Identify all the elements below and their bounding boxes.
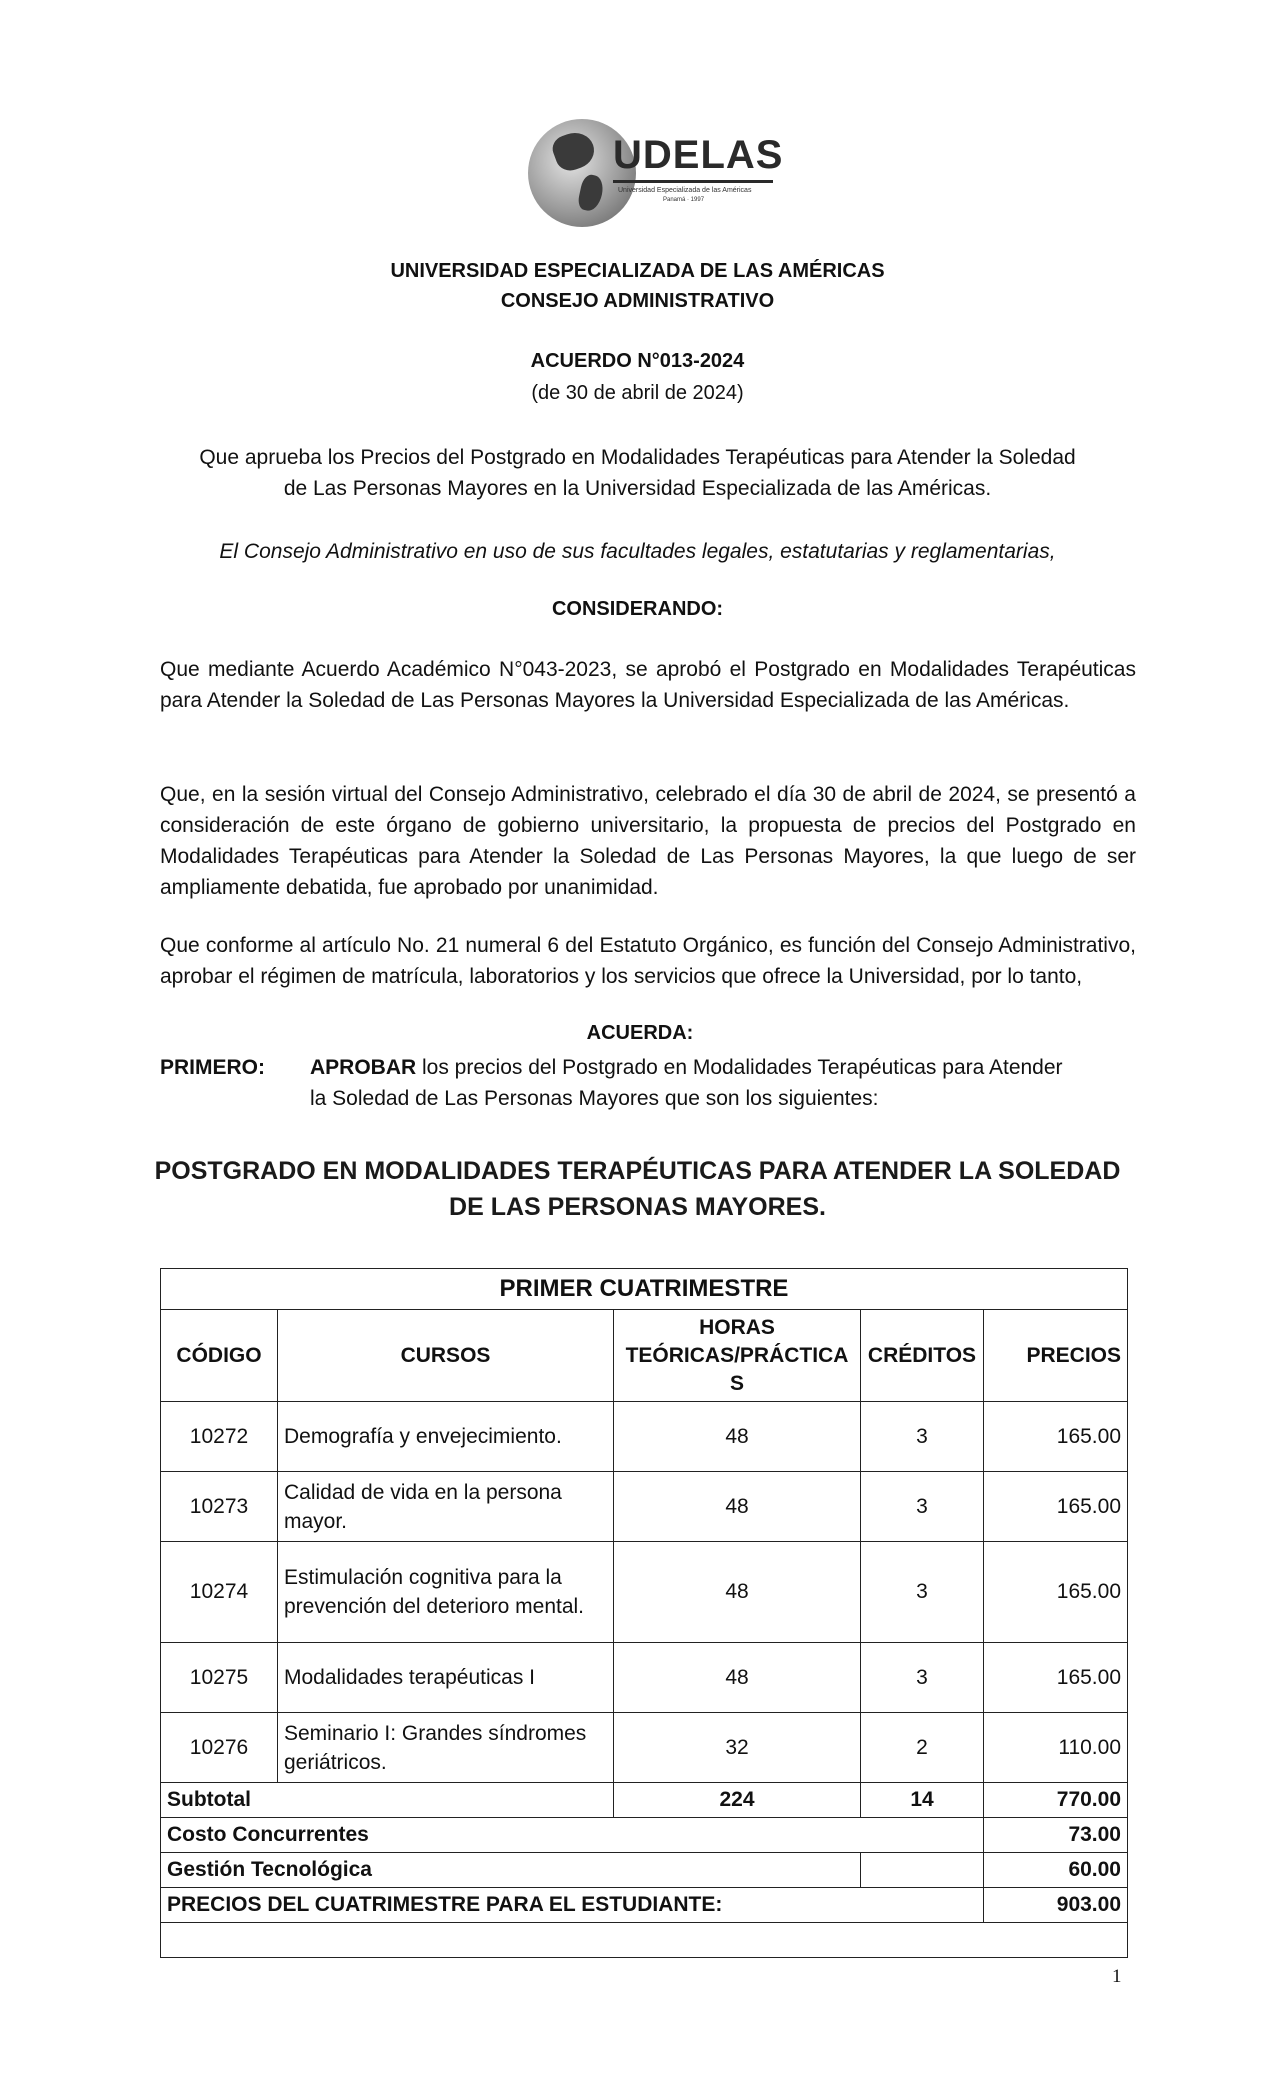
header-hours: HORAS TEÓRICAS/PRÁCTICA S xyxy=(614,1310,861,1402)
header-code: CÓDIGO xyxy=(161,1310,278,1402)
table-header-row xyxy=(161,1310,1128,1402)
header-credits: CRÉDITOS xyxy=(861,1310,984,1402)
empty-row xyxy=(161,1923,1128,1958)
cell-course: Demografía y envejecimiento. xyxy=(278,1402,614,1472)
cell-hours: 32 xyxy=(614,1713,861,1783)
table-row xyxy=(161,1402,1128,1472)
acuerda-title: ACUERDA: xyxy=(586,1022,694,1044)
cell-course: Modalidades terapéuticas I xyxy=(278,1643,614,1713)
total-label: PRECIOS DEL CUATRIMESTRE PARA EL ESTUDIANTE: xyxy=(161,1888,984,1923)
subject-line-1: Que aprueba los Precios del Postgrado en Modalidades Terapéuticas para Atender la Soledad xyxy=(199,446,1076,469)
table-title-row xyxy=(161,1269,1128,1310)
subtotal-row xyxy=(161,1783,1128,1818)
concurrent-cost-label: Costo Concurrentes xyxy=(161,1818,984,1853)
concurrent-cost-price: 73.00 xyxy=(984,1818,1128,1853)
cell-price: 110.00 xyxy=(984,1713,1128,1783)
logo-brand: UDELAS xyxy=(613,133,784,177)
udelas-logo xyxy=(528,115,788,235)
cell-credits: 3 xyxy=(861,1402,984,1472)
logo-tagline-2: Panamá · 1997 xyxy=(663,197,705,203)
institution-name: UNIVERSIDAD ESPECIALIZADA DE LAS AMÉRICAS xyxy=(390,260,885,282)
table-title: PRIMER CUATRIMESTRE xyxy=(161,1269,1128,1310)
considerando-paragraph-3: Que conforme al artículo No. 21 numeral 6 del Estatuto Orgánico, es función del Consejo Administrativo, aprobar el régimen de matrícula, laboratorios y los servicios que ofrece la Universidad, por lo tanto, xyxy=(160,934,1136,988)
cell-code: 10274 xyxy=(161,1542,278,1643)
considerando-paragraph-1: Que mediante Acuerdo Académico N°043-2023, se aprobó el Postgrado en Modalidades Terapéuticas para Atender la Soledad de Las Personas Mayores la Universidad Especializada de las Américas. xyxy=(160,658,1136,712)
cell-hours: 48 xyxy=(614,1472,861,1542)
primero-text xyxy=(310,1052,1136,1114)
program-heading-line-1: POSTGRADO EN MODALIDADES TERAPÉUTICAS PARA ATENDER LA SOLEDAD xyxy=(154,1157,1121,1185)
tech-management-label: Gestión Tecnológica xyxy=(161,1853,861,1888)
cell-price: 165.00 xyxy=(984,1472,1128,1542)
cell-code: 10272 xyxy=(161,1402,278,1472)
subtotal-hours: 224 xyxy=(614,1783,861,1818)
tech-management-price: 60.00 xyxy=(984,1853,1128,1888)
total-row xyxy=(161,1888,1128,1923)
cell-hours: 48 xyxy=(614,1542,861,1643)
cell-credits: 3 xyxy=(861,1542,984,1643)
table-row xyxy=(161,1643,1128,1713)
cell-hours: 48 xyxy=(614,1402,861,1472)
prices-table xyxy=(160,1268,1128,1958)
program-heading-line-2: DE LAS PERSONAS MAYORES. xyxy=(449,1193,826,1221)
primero-line-2: la Soledad de Las Personas Mayores que son los siguientes: xyxy=(310,1087,879,1110)
page-number: 1 xyxy=(1112,1966,1122,1987)
header-course: CURSOS xyxy=(278,1310,614,1402)
preamble: El Consejo Administrativo en uso de sus facultades legales, estatutarias y reglamentarias, xyxy=(219,540,1056,563)
primero-label: PRIMERO: xyxy=(160,1056,265,1079)
tech-management-empty xyxy=(861,1853,984,1888)
council-name: CONSEJO ADMINISTRATIVO xyxy=(500,290,775,312)
cell-hours: 48 xyxy=(614,1643,861,1713)
cell-price: 165.00 xyxy=(984,1542,1128,1643)
logo-tagline: Universidad Especializada de las Américas xyxy=(618,187,752,194)
table-row xyxy=(161,1472,1128,1542)
cell-credits: 2 xyxy=(861,1713,984,1783)
cell-credits: 3 xyxy=(861,1472,984,1542)
primero-lead: APROBAR xyxy=(310,1056,417,1079)
concurrent-cost-row xyxy=(161,1818,1128,1853)
subject-line-2: de Las Personas Mayores en la Universidad Especializada de las Américas. xyxy=(283,477,992,500)
subtotal-price: 770.00 xyxy=(984,1783,1128,1818)
cell-credits: 3 xyxy=(861,1643,984,1713)
cell-code: 10273 xyxy=(161,1472,278,1542)
table-row xyxy=(161,1542,1128,1643)
cell-code: 10275 xyxy=(161,1643,278,1713)
primero-line-1: los precios del Postgrado en Modalidades Terapéuticas para Atender xyxy=(416,1056,1063,1079)
cell-course: Seminario I: Grandes síndromes geriátricos. xyxy=(278,1713,614,1783)
total-price: 903.00 xyxy=(984,1888,1128,1923)
cell-price: 165.00 xyxy=(984,1643,1128,1713)
agreement-date: (de 30 de abril de 2024) xyxy=(531,382,744,404)
table-row xyxy=(161,1713,1128,1783)
cell-course: Estimulación cognitiva para la prevención del deterioro mental. xyxy=(278,1542,614,1643)
considerando-title: CONSIDERANDO: xyxy=(551,598,724,620)
subtotal-credits: 14 xyxy=(861,1783,984,1818)
agreement-number: ACUERDO N°013-2024 xyxy=(530,350,745,372)
cell-price: 165.00 xyxy=(984,1402,1128,1472)
subtotal-label: Subtotal xyxy=(161,1783,614,1818)
considerando-paragraph-2: Que, en la sesión virtual del Consejo Administrativo, celebrado el día 30 de abril de 2024, se presentó a consideración de este órgano de gobierno universitario, la propuesta de precios del Postgrado en Modalidades Terapéuticas para Atender la Soledad de Las Personas Mayores, la que luego de ser ampliamente debatida, fue aprobado por unanimidad. xyxy=(160,783,1136,899)
header-price: PRECIOS xyxy=(984,1310,1128,1402)
tech-management-row xyxy=(161,1853,1128,1888)
cell-course: Calidad de vida en la persona mayor. xyxy=(278,1472,614,1542)
cell-code: 10276 xyxy=(161,1713,278,1783)
